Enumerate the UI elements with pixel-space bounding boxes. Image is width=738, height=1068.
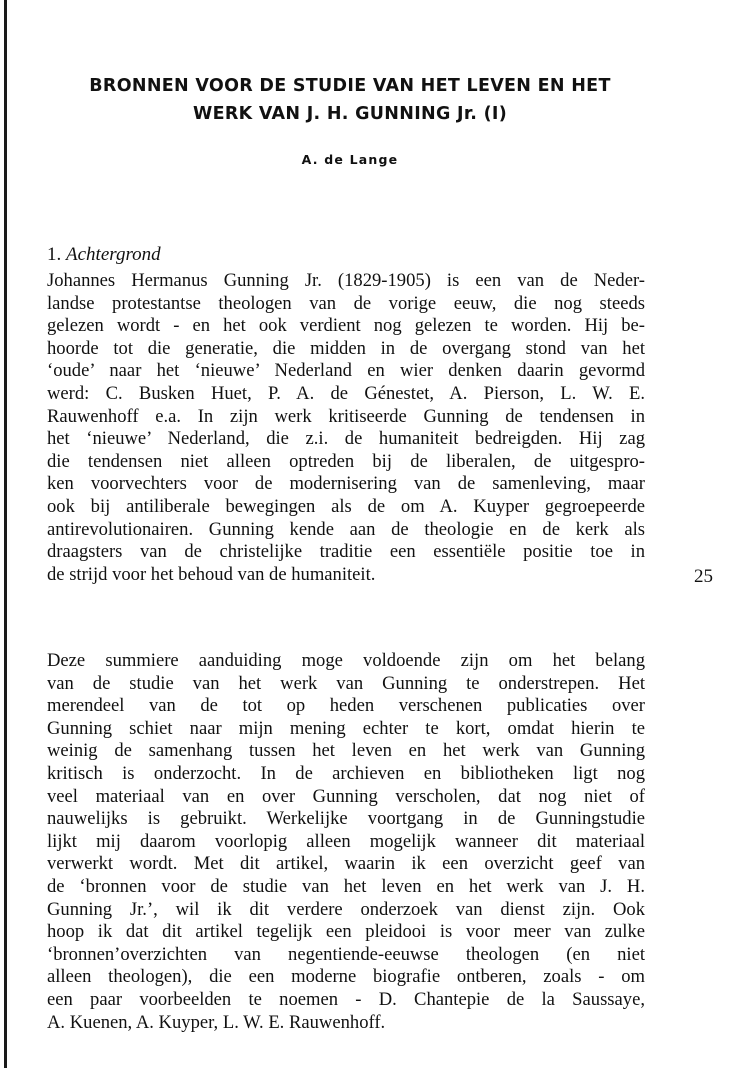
paragraph-line: landse protestantse theologen van de vorige eeuw, die nog steeds <box>47 292 645 314</box>
paragraph-line: ‘oude’ naar het ‘nieuwe’ Nederland en wier denken daarin gevormd <box>47 360 645 382</box>
paragraph-line: weinig de samenhang tussen het leven en het werk van Gunning <box>47 740 645 762</box>
left-margin-rule <box>4 0 7 1068</box>
paragraph-line: merendeel van de tot op heden verschenen publicaties over <box>47 695 645 717</box>
section-title: Achtergrond <box>66 244 161 265</box>
paragraph-line: ‘bronnen’overzichten van negentiende-eeuwse theologen (en niet <box>47 943 645 965</box>
paragraph-2 <box>47 650 645 1034</box>
paragraph-line: de strijd voor het behoud van de humaniteit. <box>47 563 376 585</box>
paragraph-line: nauwelijks is gebruikt. Werkelijke voortgang in de Gunningstudie <box>47 808 645 830</box>
article-title <box>50 72 650 128</box>
paragraph-line: Johannes Hermanus Gunning Jr. (1829-1905) is een van de Neder- <box>47 270 645 291</box>
paragraph-line: gelezen wordt - en het ook verdient nog gelezen te worden. Hij be- <box>47 315 645 337</box>
paragraph-line: kritisch is onderzocht. In de archieven en bibliotheken ligt nog <box>47 762 645 784</box>
paragraph-line: ook bij antiliberale bewegingen als de om A. Kuyper gegroepeerde <box>47 495 645 517</box>
paragraph-line: de ‘bronnen voor de studie van het leven en het werk van J. H. <box>47 875 645 897</box>
paragraph-line: hoop ik dat dit artikel tegelijk een pleidooi is voor meer van zulke <box>47 921 645 943</box>
paragraph-1 <box>47 270 645 586</box>
paragraph-line: antirevolutionairen. Gunning kende aan de theologie en de kerk als <box>47 518 645 540</box>
paragraph-line: van de studie van het werk van Gunning te onderstrepen. Het <box>47 672 645 694</box>
paragraph-line: ken voorvechters voor de modernisering van de samenleving, maar <box>47 473 645 495</box>
paragraph-line: een paar voorbeelden te noemen - D. Chantepie de la Saussaye, <box>47 988 645 1010</box>
section-number: 1. <box>47 244 62 265</box>
paragraph-line: die tendensen niet alleen optreden bij de liberalen, de uitgespro- <box>47 450 645 472</box>
paragraph-line: Gunning Jr.’, wil ik dit verdere onderzoek van dienst zijn. Ook <box>47 898 645 920</box>
paragraph-line: Gunning schiet naar mijn mening echter te kort, omdat hierin te <box>47 717 645 739</box>
paragraph-line: Deze summiere aanduiding moge voldoende zijn om het belang <box>47 650 645 671</box>
paragraph-line: Rauwenhoff e.a. In zijn werk kritiseerde Gunning de tendensen in <box>47 405 645 427</box>
paragraph-line: het ‘nieuwe’ Nederland, die z.i. de humaniteit bedreigden. Hij zag <box>47 428 645 450</box>
paragraph-line: alleen theologen), die een moderne biografie ontberen, zoals - om <box>47 966 645 988</box>
article-title-line-2: WERK VAN J. H. GUNNING Jr. (I) <box>192 104 508 124</box>
paragraph-line: werd: C. Busken Huet, P. A. de Génestet, A. Pierson, L. W. E. <box>47 382 645 404</box>
section-heading <box>47 244 161 266</box>
paragraph-line: lijkt mij daarom voorlopig alleen mogelijk wanneer dit materiaal <box>47 830 645 852</box>
page-number: 25 <box>694 566 713 587</box>
paragraph-line: verwerkt wordt. Met dit artikel, waarin ik een overzicht geef van <box>47 853 645 875</box>
paragraph-line: hoorde tot die generatie, die midden in de overgang stond van het <box>47 337 645 359</box>
paragraph-line: A. Kuenen, A. Kuyper, L. W. E. Rauwenhoff. <box>47 1011 386 1033</box>
paragraph-line: draagsters van de christelijke traditie een essentiële positie toe in <box>47 541 645 563</box>
author-name: A. de Lange <box>301 152 399 167</box>
paragraph-line: veel materiaal van en over Gunning verscholen, dat nog niet of <box>47 785 645 807</box>
article-title-line-1: BRONNEN VOOR DE STUDIE VAN HET LEVEN EN HET <box>89 76 611 96</box>
